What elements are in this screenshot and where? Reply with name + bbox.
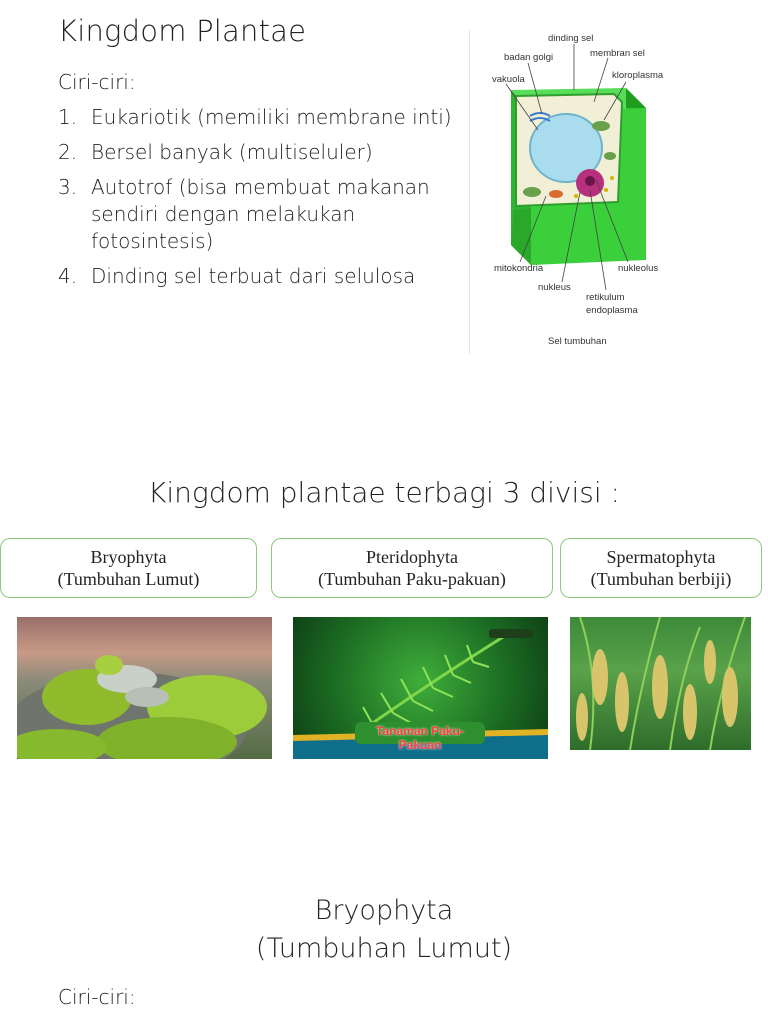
moss-photo — [17, 617, 272, 759]
divider — [469, 30, 470, 354]
list-item: 4. Dinding sel terbuat dari selulosa — [58, 264, 416, 288]
slide3-subtitle: Ciri-ciri: — [58, 985, 136, 1009]
label-kloroplasma: kloroplasma — [612, 70, 664, 81]
slide1-subtitle: Ciri-ciri: — [58, 70, 136, 94]
division-box-spermatophyta — [560, 538, 762, 598]
rice-photo — [570, 617, 751, 750]
label-membran-sel: membran sel — [590, 48, 645, 59]
slide3-title-line1: Bryophyta — [314, 895, 454, 926]
division-name: Pteridophyta — [366, 547, 458, 567]
division-sub: (Tumbuhan berbiji) — [590, 569, 732, 589]
label-mitokondria: mitokondria — [494, 263, 544, 274]
division-name: Bryophyta — [90, 547, 167, 567]
division-box-pteridophyta — [271, 538, 553, 598]
label-endoplasma: endoplasma — [586, 305, 638, 316]
list-item: 3. Autotrof (bisa membuat makanan sendiri dengan melakukan fotosintesis) — [58, 175, 430, 253]
fern-banner-text: Tanaman Paku-Pakuan — [376, 724, 464, 752]
fern-photo — [293, 617, 548, 759]
division-name: Spermatophyta — [606, 547, 716, 567]
division-sub: (Tumbuhan Paku-pakuan) — [318, 569, 506, 589]
moss-illustration — [17, 617, 272, 759]
slide3-title-line2: (Tumbuhan Lumut) — [255, 933, 513, 964]
label-badan-golgi: badan golgi — [504, 52, 554, 63]
label-nukleolus: nukleolus — [618, 263, 659, 274]
characteristics-list — [58, 104, 458, 298]
label-vakuola: vakuola — [492, 74, 525, 85]
rice-illustration — [570, 617, 751, 750]
plant-cell-diagram — [486, 30, 676, 354]
list-item: 2. Bersel banyak (multiseluler) — [58, 140, 373, 164]
list-item: 1. Eukariotik (memiliki membrane inti) — [58, 105, 452, 129]
slide3-title — [0, 892, 768, 968]
label-nukleus: nukleus — [538, 282, 571, 293]
slide1-title: Kingdom Plantae — [58, 14, 307, 48]
slide2-title: Kingdom plantae terbagi 3 divisi : — [148, 476, 620, 509]
division-sub: (Tumbuhan Lumut) — [57, 569, 200, 589]
division-box-bryophyta — [0, 538, 257, 598]
label-retikulum: retikulum — [586, 292, 625, 303]
diagram-caption: Sel tumbuhan — [548, 336, 607, 347]
label-dinding-sel: dinding sel — [548, 33, 594, 44]
